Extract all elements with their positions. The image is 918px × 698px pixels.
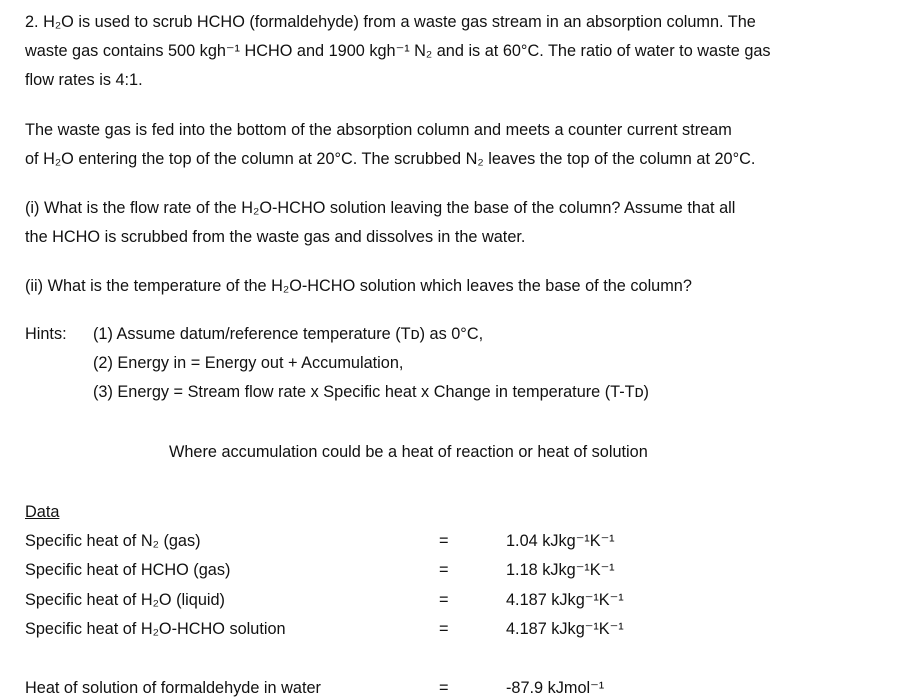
- equals-sign: =: [439, 620, 449, 638]
- data-label: Specific heat of HCHO (gas): [25, 561, 231, 579]
- hints-label: Hints:: [25, 325, 67, 343]
- hint-1: (1) Assume datum/reference temperature (Tᴅ) as 0°C,: [93, 325, 484, 343]
- hint-3: (3) Energy = Stream flow rate x Specific heat x Change in temperature (T-Tᴅ): [93, 383, 649, 401]
- part-i-line: (i) What is the flow rate of the H₂O-HCHO solution leaving the base of the column? Assume that all: [25, 199, 736, 217]
- para2-line: of H₂O entering the top of the column at 20°C. The scrubbed N₂ leaves the top of the column at 20°C.: [25, 150, 756, 168]
- para2-line: The waste gas is fed into the bottom of the absorption column and meets a counter current stream: [25, 121, 732, 139]
- para1-line: waste gas contains 500 kgh⁻¹ HCHO and 1900 kgh⁻¹ N₂ and is at 60°C. The ratio of water to waste gas: [25, 42, 771, 60]
- hint-2: (2) Energy in = Energy out + Accumulation,: [93, 354, 404, 372]
- para1-line: 2. H₂O is used to scrub HCHO (formaldehyde) from a waste gas stream in an absorption column. The: [25, 13, 756, 31]
- part-ii: (ii) What is the temperature of the H₂O-HCHO solution which leaves the base of the column?: [25, 277, 692, 295]
- part-i-line: the HCHO is scrubbed from the waste gas and dissolves in the water.: [25, 228, 526, 246]
- data-value: 1.18 kJkg⁻¹K⁻¹: [506, 561, 615, 579]
- data-label: Heat of solution of formaldehyde in water: [25, 679, 321, 697]
- data-value: -87.9 kJmol⁻¹: [506, 679, 605, 697]
- data-value: 4.187 kJkg⁻¹K⁻¹: [506, 620, 624, 638]
- para1-line: flow rates is 4:1.: [25, 71, 143, 89]
- equals-sign: =: [439, 679, 449, 697]
- equals-sign: =: [439, 532, 449, 550]
- data-label: Specific heat of H₂O-HCHO solution: [25, 620, 286, 638]
- equals-sign: =: [439, 591, 449, 609]
- data-value: 4.187 kJkg⁻¹K⁻¹: [506, 591, 624, 609]
- accumulation-note: Where accumulation could be a heat of reaction or heat of solution: [169, 443, 648, 461]
- data-label: Specific heat of N₂ (gas): [25, 532, 201, 550]
- equals-sign: =: [439, 561, 449, 579]
- data-label: Specific heat of H₂O (liquid): [25, 591, 225, 609]
- data-value: 1.04 kJkg⁻¹K⁻¹: [506, 532, 615, 550]
- data-heading: Data: [25, 503, 60, 521]
